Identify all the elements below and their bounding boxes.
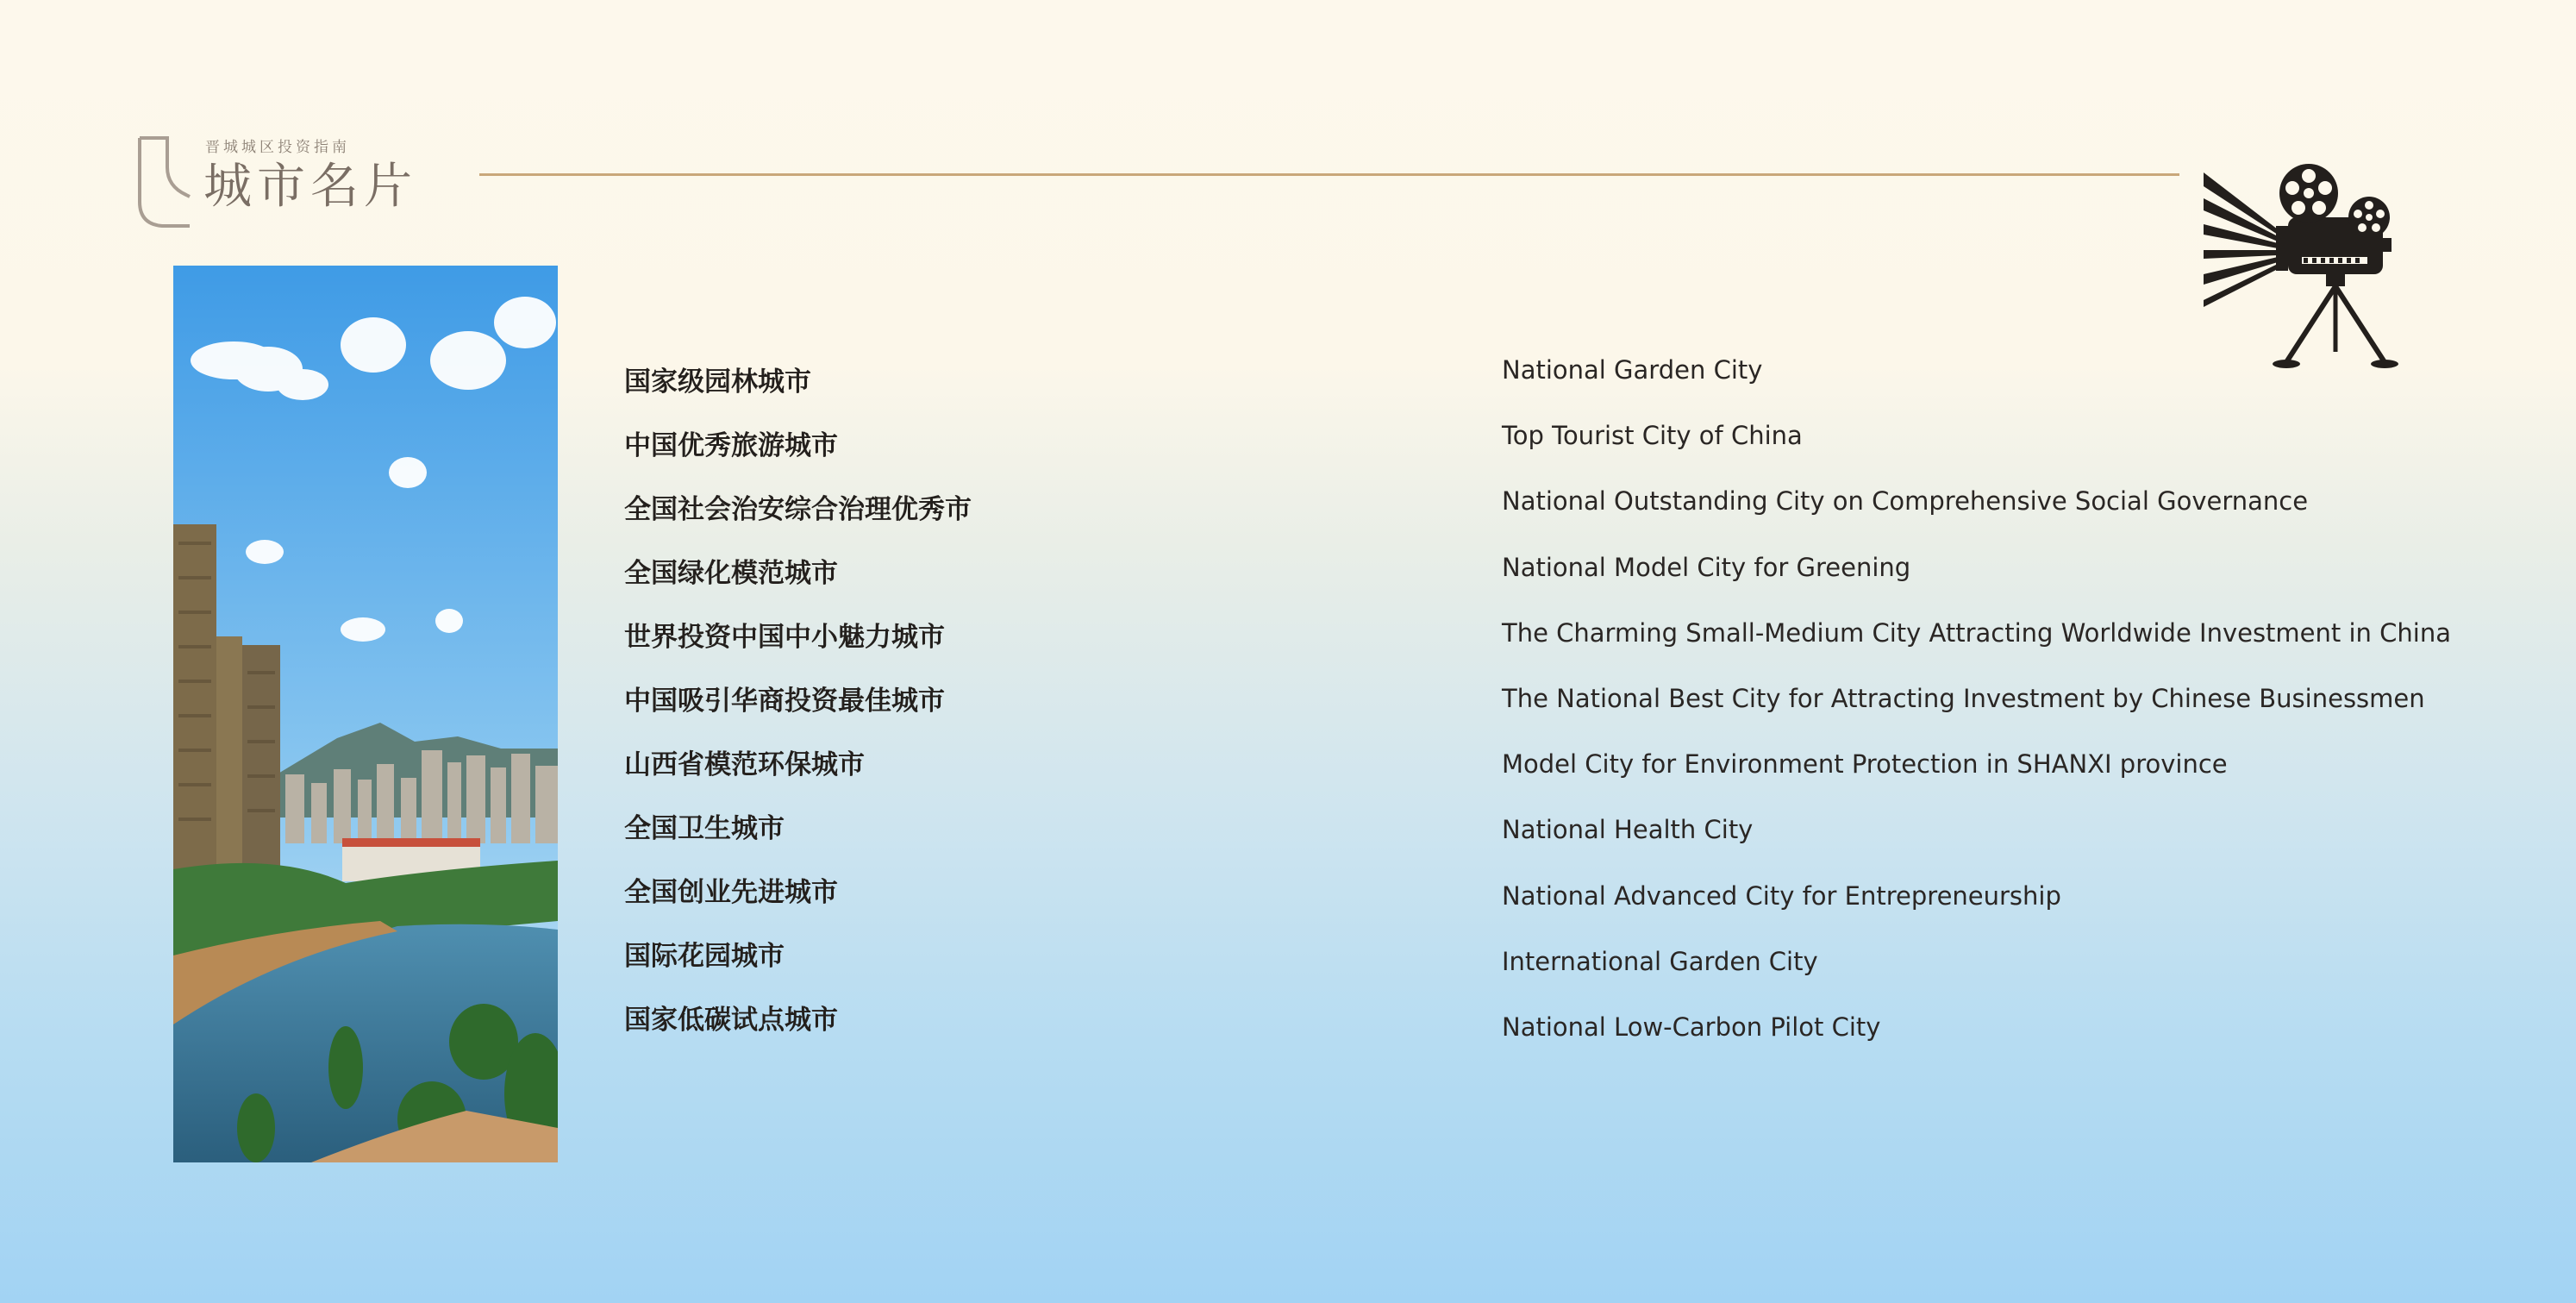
list-item: 全国绿化模范城市 <box>624 558 838 589</box>
header-subtitle: 晋城城区投资指南 <box>205 139 350 156</box>
list-item: 全国创业先进城市 <box>624 877 838 908</box>
bracket-logo-icon <box>136 135 193 229</box>
list-item: National Outstanding City on Comprehensive Social Governance <box>1502 486 2309 517</box>
city-lake-photo <box>173 266 558 1162</box>
list-item: International Garden City <box>1502 946 1818 976</box>
list-item: 全国卫生城市 <box>624 813 785 844</box>
honors-list-zh <box>624 356 972 1058</box>
list-item: 国家低碳试点城市 <box>624 1005 838 1036</box>
list-item: The Charming Small-Medium City Attracting Worldwide Investment in China <box>1502 617 2451 648</box>
list-item: Model City for Environment Protection in SHANXI province <box>1502 749 2228 780</box>
list-item: The National Best City for Attracting Investment by Chinese Businessmen <box>1502 683 2425 713</box>
list-item: 中国吸引华商投资最佳城市 <box>624 686 945 717</box>
list-item: 世界投资中国中小魅力城市 <box>624 622 945 653</box>
honors-list-en <box>1502 344 2451 1067</box>
list-item: National Model City for Greening <box>1502 552 1911 582</box>
list-item: Top Tourist City of China <box>1502 421 1803 451</box>
movie-camera-icon <box>2200 160 2398 371</box>
list-item: 国际花园城市 <box>624 941 785 972</box>
list-item: National Low-Carbon Pilot City <box>1502 1012 1881 1042</box>
page-title: 城市名片 <box>203 159 417 215</box>
list-item: National Health City <box>1502 815 1754 845</box>
list-item: 国家级园林城市 <box>624 366 811 398</box>
list-item: National Garden City <box>1502 355 1763 385</box>
list-item: 山西省模范环保城市 <box>624 749 865 780</box>
list-item: 中国优秀旅游城市 <box>624 430 838 461</box>
header-divider <box>479 173 2179 176</box>
list-item: 全国社会治安综合治理优秀市 <box>624 494 972 525</box>
list-item: National Advanced City for Entrepreneurship <box>1502 880 2061 911</box>
